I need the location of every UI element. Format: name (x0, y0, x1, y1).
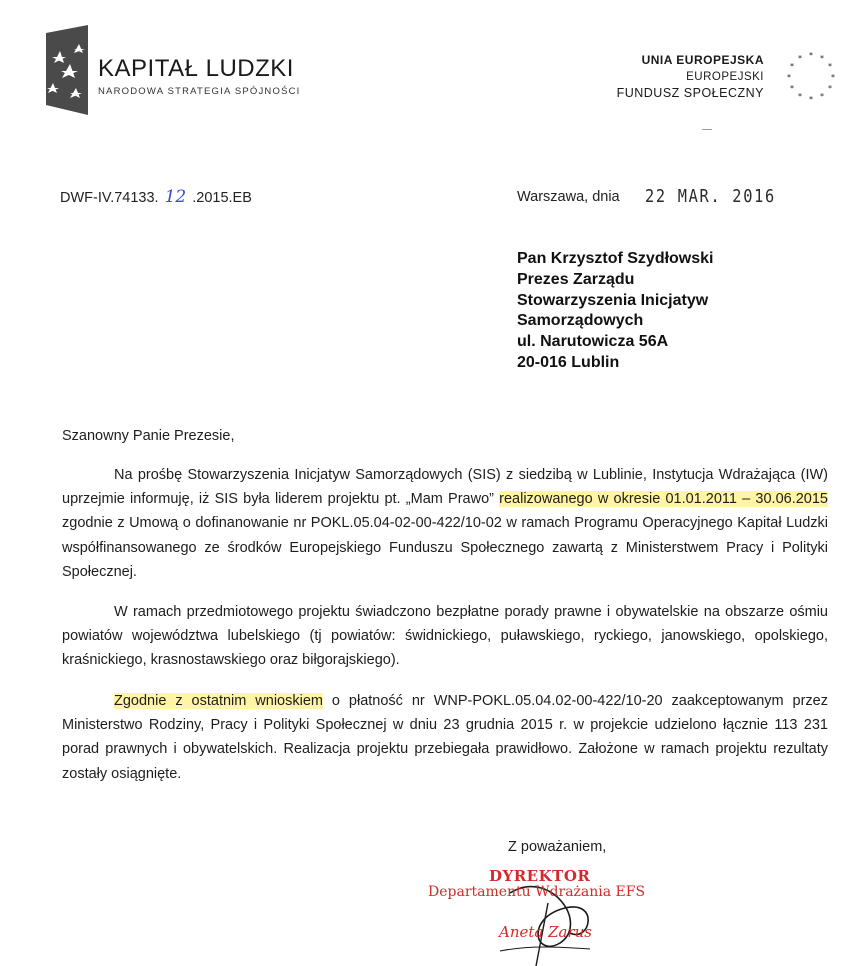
reference-number (60, 187, 252, 207)
paragraph-2-text: W ramach przedmiotowego projektu świadczono bezpłatne porady prawne i obywatelskie na obszarze ośmiu powiatów województwa lubelskiego (tj powiatów: świdnickiego, puławskiego, ryckiego, janowskiego, opolskiego, kraśnickiego, krasnostawskiego oraz biłgorajskiego). (62, 604, 828, 669)
svg-text:*: * (787, 73, 791, 82)
logo-title: KAPITAŁ LUDZKI (98, 55, 294, 82)
recipient-line: Stowarzyszenia Inicjatyw (517, 291, 709, 309)
reference-prefix: DWF-IV.74133. (60, 190, 159, 206)
svg-text:*: * (828, 84, 832, 93)
paragraph-2 (62, 600, 828, 673)
stamp-title: DYREKTOR (489, 867, 591, 885)
scan-mark (702, 129, 712, 130)
reference-suffix: .2015.EB (192, 190, 252, 206)
stamped-date: 22 MAR. 2016 (645, 186, 776, 207)
svg-text:*: * (790, 62, 794, 71)
recipient-line: 20-016 Lublin (517, 353, 620, 371)
kapital-ludzki-logo (40, 23, 92, 123)
recipient-line: Prezes Zarządu (517, 270, 635, 288)
logo-subtitle: NARODOWA STRATEGIA SPÓJNOŚCI (98, 86, 301, 97)
svg-text:*: * (798, 92, 802, 101)
svg-text:*: * (798, 54, 802, 63)
svg-text:*: * (820, 92, 824, 101)
paragraph-3-highlight: Zgodnie z ostatnim wnioskiem (114, 693, 323, 709)
stamp-name: Aneta Zarus (499, 923, 593, 941)
eu-line3: FUNDUSZ SPOŁECZNY (616, 86, 764, 100)
handwritten-number: 12 (164, 187, 187, 207)
eu-stars-icon (775, 44, 847, 116)
paragraph-3 (62, 689, 828, 786)
svg-text:*: * (809, 51, 813, 60)
recipient-address (517, 249, 714, 374)
paragraph-1-highlight: realizowanego w okresie 01.01.2011 – 30.06.2015 (499, 491, 828, 508)
svg-text:*: * (828, 62, 832, 71)
svg-text:*: * (790, 84, 794, 93)
date-label: Warszawa, dnia (517, 189, 620, 205)
stamp-department: Departamentu Wdrażania EFS (428, 884, 646, 900)
recipient-line: Pan Krzysztof Szydłowski (517, 250, 714, 267)
recipient-line: ul. Narutowicza 56A (517, 333, 669, 351)
svg-text:*: * (809, 95, 813, 104)
svg-text:*: * (831, 73, 835, 82)
eu-text-block (617, 52, 764, 102)
paragraph-1-text-a: Na prośbę Stowarzyszenia Inicjatyw Samorządowych (SIS) z siedzibą w Lublinie, Instytucja Wdrażająca (IW) uprzejmie informuję, iż SIS była liderem projektu pt. „Mam Prawo” (62, 467, 828, 508)
svg-text:*: * (820, 54, 824, 63)
closing-phrase: Z poważaniem, (508, 839, 607, 855)
paragraph-1-text-b: zgodnie z Umową o dofinanowanie nr POKL.05.04-02-00-422/10-02 w ramach Programu Operacyjnego Kapitał Ludzki współfinansowanego ze środków Europejskiego Funduszu Społecznego zawartą z Ministerstwem Pracy i Polityki Społecznej. (62, 515, 828, 580)
paragraph-3-text: o płatność nr WNP-POKL.05.04.02-00-422/10-20 zaakceptowanym przez Ministerstwo Rodziny, Pracy i Polityki Społecznej w dniu 23 grudnia 2015 r. w projekcie udzielono łącznie 113 231 porad prawnych i obywatelskich. Realizacja projektu przebiegała prawidłowo. Założone w ramach projektu rezultaty zostały osiągnięte. (62, 693, 828, 782)
salutation: Szanowny Panie Prezesie, (62, 428, 235, 444)
eu-line2: EUROPEJSKI (686, 70, 764, 83)
recipient-line: Samorządowych (517, 312, 644, 330)
eu-line1: UNIA EUROPEJSKA (641, 53, 764, 67)
paragraph-1 (62, 463, 828, 584)
